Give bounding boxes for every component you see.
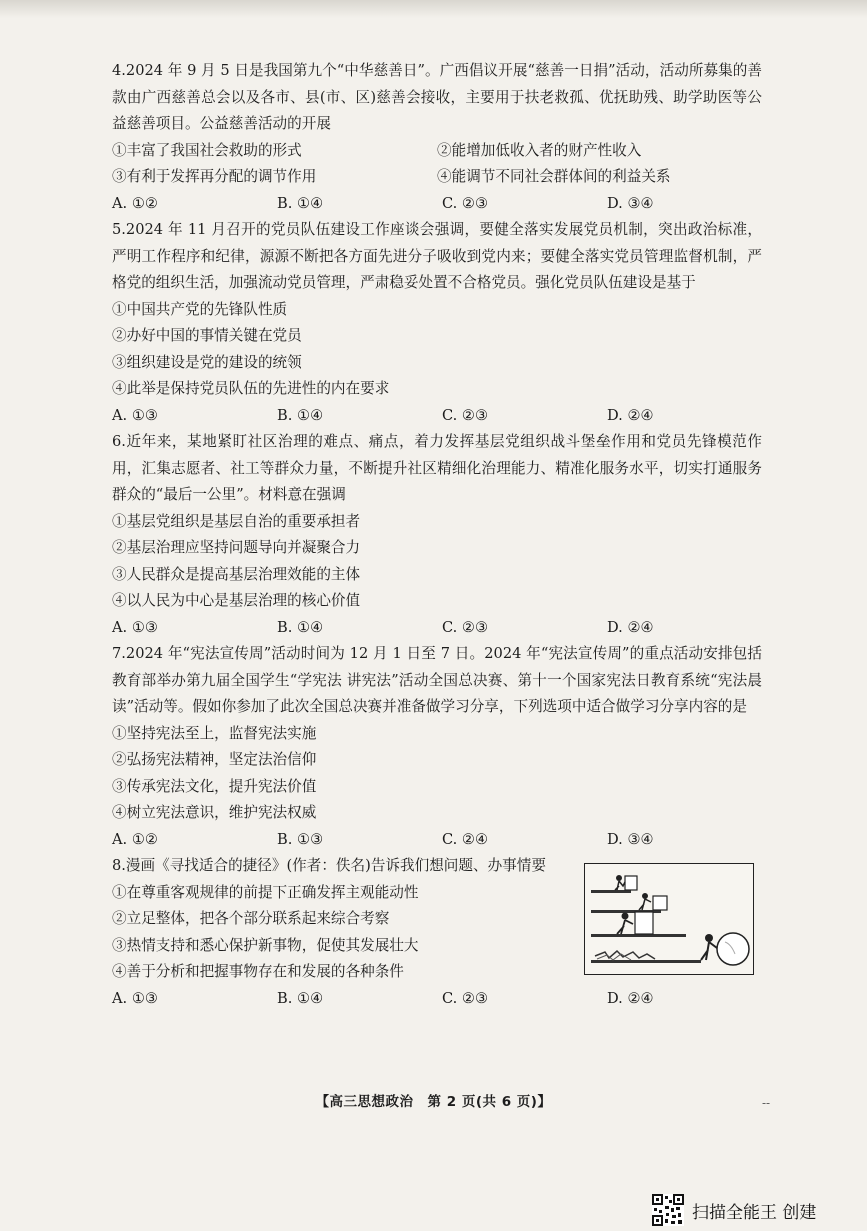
question-7-choices	[112, 827, 762, 854]
question-7-stem: 7.2024 年“宪法宣传周”活动时间为 12 月 1 日至 7 日。2024 年“宪法宣传周”的重点活动安排包括教育部举办第九届全国学生“学宪法 讲宪法”活动全国总决赛、第十一个国家宪法日教育系统“宪法晨读”活动等。假如你参加了此次全国总决赛并准备做学习分享，下列选项中适合做学习分享内容的是	[112, 645, 762, 715]
choice-d[interactable]: D. ②④	[607, 618, 654, 636]
question-4-items-row2	[112, 164, 762, 191]
question-4	[112, 58, 762, 217]
choice-c[interactable]: C. ②③	[442, 406, 489, 424]
choice-a[interactable]: A. ①③	[112, 618, 158, 636]
choice-a[interactable]: A. ①②	[112, 194, 158, 212]
option-item: ②基层治理应坚持问题导向并凝聚合力	[112, 539, 361, 556]
choice-c[interactable]: C. ②④	[442, 830, 489, 848]
choice-b[interactable]: B. ①④	[277, 618, 324, 636]
question-8-stem: 8.漫画《寻找适合的捷径》(作者：佚名)告诉我们想问题、办事情要	[112, 857, 546, 874]
question-6	[112, 429, 762, 641]
question-5-stem: 5.2024 年 11 月召开的党员队伍建设工作座谈会强调，要健全落实发展党员机制，突出政治标准，严明工作程序和纪律，源源不断把各方面先进分子吸收到党内来；要健全落实党员管理监督机制，严格党的组织生活，加强流动党员管理，严肃稳妥处置不合格党员。强化党员队伍建设是基于	[112, 221, 762, 291]
choice-d[interactable]: D. ②④	[607, 406, 654, 424]
choice-a[interactable]: A. ①③	[112, 406, 158, 424]
choice-c[interactable]: C. ②③	[442, 194, 489, 212]
option-item: ③传承宪法文化，提升宪法价值	[112, 777, 317, 795]
option-item: ③组织建设是党的建设的统领	[112, 353, 302, 371]
choice-a[interactable]: A. ①③	[112, 989, 158, 1007]
option-item: ④能调节不同社会群体间的利益关系	[437, 168, 671, 185]
option-item: ③有利于发挥再分配的调节作用	[112, 168, 317, 185]
question-8-choices	[112, 986, 762, 1013]
question-5	[112, 217, 762, 429]
option-item: ①中国共产党的先锋队性质	[112, 300, 288, 318]
choice-d[interactable]: D. ③④	[607, 194, 654, 212]
question-6-choices	[112, 615, 762, 642]
option-item: ④此举是保持党员队伍的先进性的内在要求	[112, 380, 390, 397]
option-item: ①基层党组织是基层自治的重要承担者	[112, 512, 361, 530]
option-item: ②立足整体，把各个部分联系起来综合考察	[112, 910, 390, 927]
page-footer: 【高三思想政治 第 2 页(共 6 页)】	[315, 1094, 552, 1110]
choice-b[interactable]: B. ①④	[277, 989, 324, 1007]
scan-shadow	[0, 0, 867, 18]
watermark-text: 扫描全能王 创建	[692, 1202, 817, 1223]
choice-d[interactable]: D. ②④	[607, 989, 654, 1007]
question-4-stem: 4.2024 年 9 月 5 日是我国第九个“中华慈善日”。广西倡议开展“慈善一日捐”活动，活动所募集的善款由广西慈善总会以及各市、县(市、区)慈善会接收，主要用于扶老救孤、优抚助残、助学助医等公益慈善项目。公益慈善活动的开展	[112, 62, 762, 132]
choice-b[interactable]: B. ①④	[277, 194, 324, 212]
cartoon-illustration	[584, 863, 754, 975]
question-list	[112, 58, 762, 1012]
option-item: ②弘扬宪法精神，坚定法治信仰	[112, 751, 317, 768]
option-item: ③热情支持和悉心保护新事物，促使其发展壮大	[112, 936, 419, 954]
question-8	[112, 853, 762, 1012]
choice-b[interactable]: B. ①④	[277, 406, 324, 424]
cartoon-drawing	[585, 864, 753, 974]
question-7	[112, 641, 762, 853]
option-item: ①丰富了我国社会救助的形式	[112, 141, 302, 159]
option-item: ①坚持宪法至上，监督宪法实施	[112, 724, 317, 742]
choice-c[interactable]: C. ②③	[442, 618, 489, 636]
choice-a[interactable]: A. ①②	[112, 830, 158, 848]
option-item: ③人民群众是提高基层治理效能的主体	[112, 565, 361, 583]
choice-b[interactable]: B. ①③	[277, 830, 324, 848]
footer-mark: --	[762, 1096, 771, 1110]
option-item: ④善于分析和把握事物存在和发展的各种条件	[112, 963, 404, 980]
option-item: ④树立宪法意识，维护宪法权威	[112, 804, 317, 821]
question-6-stem: 6.近年来，某地紧盯社区治理的难点、痛点，着力发挥基层党组织战斗堡垒作用和党员先锋模范作用，汇集志愿者、社工等群众力量，不断提升社区精细化治理能力、精准化服务水平，切实打通服务群众的“最后一公里”。材料意在强调	[112, 433, 762, 503]
choice-c[interactable]: C. ②③	[442, 989, 489, 1007]
choice-d[interactable]: D. ③④	[607, 830, 654, 848]
option-item: ①在尊重客观规律的前提下正确发挥主观能动性	[112, 883, 419, 901]
question-4-choices	[112, 191, 762, 218]
option-item: ②办好中国的事情关键在党员	[112, 327, 302, 344]
qr-code-icon	[652, 1194, 684, 1226]
option-item: ④以人民为中心是基层治理的核心价值	[112, 592, 361, 609]
scanner-watermark	[652, 1196, 816, 1224]
option-item: ②能增加低收入者的财产性收入	[437, 141, 642, 159]
question-4-items-row1	[112, 138, 762, 165]
question-5-choices	[112, 403, 762, 430]
